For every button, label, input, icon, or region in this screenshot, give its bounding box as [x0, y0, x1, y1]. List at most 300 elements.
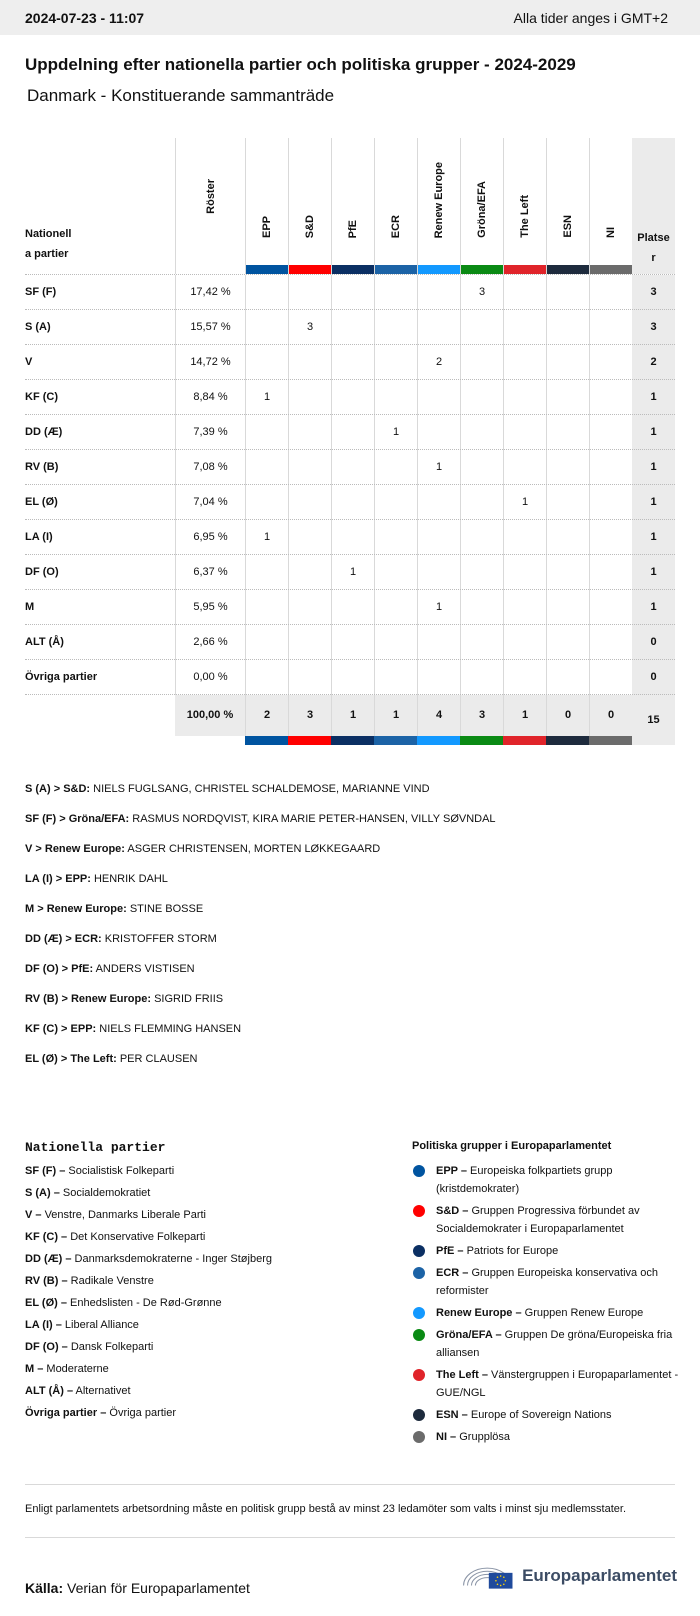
group-color-dot-icon — [413, 1369, 425, 1381]
member-group-label: RV (B) > Renew Europe: — [25, 993, 152, 1005]
party-name: Övriga partier — [25, 671, 98, 683]
party-abbr: M – — [25, 1363, 44, 1375]
national-party-item — [25, 1317, 375, 1339]
vote-share: 17,42 % — [175, 275, 245, 310]
table-row — [25, 519, 675, 554]
group-seat-cell — [374, 520, 417, 555]
group-color-dot-icon — [413, 1267, 425, 1279]
member-group-label: V > Renew Europe: — [25, 843, 125, 855]
group-seat-cell — [546, 380, 589, 415]
group-color-dot-icon — [413, 1409, 425, 1421]
total-votes: 100,00 % — [175, 695, 245, 736]
group-seat-cell — [245, 345, 288, 380]
group-seat-cell — [589, 275, 632, 310]
group-seat-cell — [460, 625, 503, 660]
group-seat-cell — [374, 485, 417, 520]
group-header-label: ESN — [562, 215, 574, 238]
rules-note: Enligt parlamentets arbetsordning måste en politisk grupp bestå av minst 23 ledamöter som valts i minst sju medlemsstater. — [25, 1503, 626, 1515]
group-seat-cell — [503, 590, 546, 625]
seat-count: 1 — [632, 450, 675, 485]
group-total: 0 — [589, 695, 632, 736]
group-seat-cell — [503, 275, 546, 310]
group-fullname: Grupplösa — [456, 1431, 510, 1443]
group-seat-cell — [288, 345, 331, 380]
party-header-line2: a partier — [25, 248, 69, 260]
national-party-item — [25, 1229, 375, 1251]
group-seat-cell — [503, 450, 546, 485]
group-seat-cell — [503, 380, 546, 415]
group-seat-cell — [503, 625, 546, 660]
group-color-bar — [417, 736, 460, 745]
group-seat-cell — [245, 415, 288, 450]
table-header — [25, 138, 675, 274]
group-color-bar — [547, 265, 589, 274]
timezone-note: Alla tider anges i GMT+2 — [513, 9, 668, 26]
group-seat-cell — [546, 520, 589, 555]
political-group-item — [412, 1428, 682, 1446]
group-abbr: NI – — [436, 1431, 457, 1443]
group-seat-cell: 1 — [245, 520, 288, 555]
group-header-label: Renew Europe — [433, 161, 445, 238]
group-fullname: Europe of Sovereign Nations — [467, 1409, 612, 1421]
group-header-label: PfE — [347, 219, 359, 238]
group-seat-cell — [460, 590, 503, 625]
group-seat-cell — [245, 590, 288, 625]
member-line — [25, 932, 496, 962]
party-abbr: SF (F) – — [25, 1165, 66, 1177]
source-text: Verian för Europaparlamentet — [63, 1580, 250, 1596]
vote-share: 6,95 % — [175, 520, 245, 555]
group-seat-cell — [417, 310, 460, 345]
group-seat-cell — [417, 415, 460, 450]
group-seat-cell — [503, 520, 546, 555]
party-fullname: Dansk Folkeparti — [67, 1341, 154, 1353]
member-group-label: DF (O) > PfE: — [25, 963, 94, 975]
group-seat-cell — [331, 450, 374, 485]
group-seat-cell: 1 — [417, 450, 460, 485]
national-party-item — [25, 1405, 375, 1427]
seats-header-line2: r — [651, 252, 656, 264]
table-row — [25, 659, 675, 694]
group-seat-cell — [417, 520, 460, 555]
group-color-dot-icon — [413, 1205, 425, 1217]
table-row — [25, 379, 675, 414]
group-seat-cell — [374, 310, 417, 345]
group-seat-cell — [546, 660, 589, 695]
group-color-bar — [288, 736, 331, 745]
group-seat-cell — [374, 275, 417, 310]
group-abbr: Gröna/EFA – — [436, 1329, 502, 1341]
group-column-header — [331, 138, 374, 274]
group-seat-cell — [288, 520, 331, 555]
group-column-header — [417, 138, 460, 274]
group-seat-cell: 1 — [417, 590, 460, 625]
party-abbr: DD (Æ) – — [25, 1253, 72, 1265]
group-header-label: ECR — [390, 214, 402, 238]
group-seat-cell — [460, 660, 503, 695]
group-seat-cell — [331, 485, 374, 520]
national-party-item — [25, 1273, 375, 1295]
group-total: 0 — [546, 695, 589, 736]
seat-count: 1 — [632, 555, 675, 590]
group-seat-cell: 3 — [288, 310, 331, 345]
group-seat-cell — [503, 660, 546, 695]
seat-count: 1 — [632, 380, 675, 415]
seat-count: 1 — [632, 415, 675, 450]
group-seat-cell — [331, 590, 374, 625]
member-names: SIGRID FRIIS — [151, 993, 224, 1005]
vote-share: 5,95 % — [175, 590, 245, 625]
group-color-dot-icon — [413, 1431, 425, 1443]
group-color-bar — [331, 736, 374, 745]
group-color-bar — [374, 736, 417, 745]
group-seat-cell — [589, 590, 632, 625]
party-name: KF (C) — [25, 391, 58, 403]
group-seat-cell — [288, 485, 331, 520]
group-seat-cell: 1 — [503, 485, 546, 520]
page-subtitle: Danmark - Konstituerande sammanträde — [27, 86, 335, 105]
group-color-bar — [332, 265, 374, 274]
top-bar — [0, 0, 700, 35]
group-seat-cell — [417, 555, 460, 590]
member-names: KRISTOFFER STORM — [101, 933, 217, 945]
group-seat-cell — [589, 485, 632, 520]
vote-share: 7,08 % — [175, 450, 245, 485]
group-seat-cell — [460, 310, 503, 345]
group-color-dot-icon — [413, 1245, 425, 1257]
national-party-item — [25, 1361, 375, 1383]
group-seat-cell — [374, 555, 417, 590]
group-seat-cell — [245, 275, 288, 310]
group-seat-cell — [331, 660, 374, 695]
table-body — [25, 274, 675, 694]
group-seat-cell — [417, 625, 460, 660]
group-abbr: Renew Europe – — [436, 1307, 522, 1319]
group-seat-cell — [374, 380, 417, 415]
party-fullname: Alternativet — [73, 1385, 131, 1397]
group-seat-cell — [460, 485, 503, 520]
party-fullname: Radikale Venstre — [67, 1275, 154, 1287]
parliament-hemicycle-icon — [462, 1558, 514, 1594]
group-seat-cell — [503, 345, 546, 380]
group-seat-cell — [589, 380, 632, 415]
group-fullname: Gruppen Progressiva förbundet av Socialdemokrater i Europaparlamentet — [436, 1205, 640, 1235]
results-table — [25, 138, 675, 744]
party-fullname: Det Konservative Folkeparti — [67, 1231, 206, 1243]
group-seat-cell — [288, 275, 331, 310]
group-total: 3 — [288, 695, 331, 736]
group-seat-cell — [331, 625, 374, 660]
party-abbr: V – — [25, 1209, 42, 1221]
seat-count: 3 — [632, 275, 675, 310]
divider — [25, 1484, 675, 1485]
group-seat-cell — [589, 520, 632, 555]
group-header-label: EPP — [261, 215, 273, 238]
group-seat-cell: 3 — [460, 275, 503, 310]
national-party-item — [25, 1185, 375, 1207]
party-fullname: Venstre, Danmarks Liberale Parti — [41, 1209, 206, 1221]
political-group-item — [412, 1326, 682, 1362]
member-line — [25, 1022, 496, 1052]
member-group-label: S (A) > S&D: — [25, 783, 91, 795]
party-name: SF (F) — [25, 286, 57, 298]
party-name: DD (Æ) — [25, 426, 63, 438]
party-abbr: Övriga partier – — [25, 1407, 107, 1419]
party-name: EL (Ø) — [25, 496, 58, 508]
party-name: LA (I) — [25, 531, 53, 543]
group-total: 4 — [417, 695, 460, 736]
member-line — [25, 1052, 496, 1082]
group-color-dot-icon — [413, 1329, 425, 1341]
table-row — [25, 414, 675, 449]
member-names: NIELS FUGLSANG, CHRISTEL SCHALDEMOSE, MARIANNE VIND — [90, 783, 430, 795]
political-group-item — [412, 1202, 682, 1238]
group-seat-cell — [589, 450, 632, 485]
group-seat-cell — [331, 345, 374, 380]
group-column-header — [460, 138, 503, 274]
group-seat-cell — [288, 555, 331, 590]
group-seat-cell — [589, 660, 632, 695]
group-column-header — [288, 138, 331, 274]
political-groups-title: Politiska grupper i Europaparlamentet — [412, 1140, 612, 1152]
group-seat-cell — [589, 555, 632, 590]
group-seat-cell — [374, 345, 417, 380]
political-group-item — [412, 1366, 682, 1402]
group-color-bar — [375, 265, 417, 274]
national-party-item — [25, 1383, 375, 1405]
divider — [25, 1537, 675, 1538]
group-seat-cell — [374, 660, 417, 695]
group-color-dot-icon — [413, 1307, 425, 1319]
political-group-item — [412, 1264, 682, 1300]
seat-count: 1 — [632, 485, 675, 520]
group-seat-cell — [460, 415, 503, 450]
table-row — [25, 449, 675, 484]
seat-count: 1 — [632, 590, 675, 625]
group-color-bar — [460, 736, 503, 745]
group-seat-cell: 1 — [331, 555, 374, 590]
vote-share: 6,37 % — [175, 555, 245, 590]
party-header-line1: Nationell — [25, 228, 72, 240]
national-party-item — [25, 1295, 375, 1317]
group-seat-cell: 1 — [245, 380, 288, 415]
group-seat-cell — [331, 380, 374, 415]
group-seat-cell — [417, 275, 460, 310]
group-seat-cell — [288, 590, 331, 625]
group-abbr: EPP – — [436, 1165, 467, 1177]
group-color-bar — [503, 736, 546, 745]
group-abbr: ESN – — [436, 1409, 468, 1421]
table-row — [25, 309, 675, 344]
vote-share: 7,39 % — [175, 415, 245, 450]
group-seat-cell — [288, 415, 331, 450]
group-seat-cell — [245, 660, 288, 695]
national-party-item — [25, 1163, 375, 1185]
vote-share: 2,66 % — [175, 625, 245, 660]
group-seat-cell — [460, 520, 503, 555]
group-seat-cell — [245, 555, 288, 590]
member-line — [25, 902, 496, 932]
political-group-item — [412, 1242, 682, 1260]
group-seat-cell — [546, 625, 589, 660]
group-seat-cell — [503, 310, 546, 345]
vote-share: 0,00 % — [175, 660, 245, 695]
member-names: RASMUS NORDQVIST, KIRA MARIE PETER-HANSEN, VILLY SØVNDAL — [129, 813, 496, 825]
party-fullname: Enhedslisten - De Rød-Grønne — [66, 1297, 222, 1309]
member-group-label: SF (F) > Gröna/EFA: — [25, 813, 130, 825]
group-seat-cell — [374, 625, 417, 660]
group-seat-cell — [331, 310, 374, 345]
party-abbr: KF (C) – — [25, 1231, 68, 1243]
logo-text: Europaparlamentet — [522, 1566, 677, 1585]
group-abbr: The Left – — [436, 1369, 488, 1381]
member-names: STINE BOSSE — [126, 903, 204, 915]
party-abbr: ALT (Å) – — [25, 1385, 74, 1397]
group-color-bar — [590, 265, 632, 274]
source — [25, 1580, 250, 1596]
seat-count: 0 — [632, 625, 675, 660]
group-seat-cell — [546, 345, 589, 380]
member-names: HENRIK DAHL — [90, 873, 168, 885]
political-group-item — [412, 1304, 682, 1322]
group-seat-cell — [331, 520, 374, 555]
timestamp: 2024-07-23 - 11:07 — [25, 9, 145, 26]
group-seat-cell — [417, 380, 460, 415]
table-row — [25, 344, 675, 379]
group-seat-cell — [331, 275, 374, 310]
group-fullname: Patriots for Europe — [463, 1245, 559, 1257]
group-column-header — [374, 138, 417, 274]
member-group-label: KF (C) > EPP: — [25, 1023, 97, 1035]
vote-share: 15,57 % — [175, 310, 245, 345]
group-seat-cell — [374, 590, 417, 625]
member-line — [25, 962, 496, 992]
group-seat-cell — [546, 275, 589, 310]
member-names: ANDERS VISTISEN — [93, 963, 195, 975]
votes-header-label: Röster — [204, 179, 217, 214]
group-seat-cell — [331, 415, 374, 450]
party-name: S (A) — [25, 321, 51, 333]
votes-column-header — [175, 138, 245, 274]
page-title: Uppdelning efter nationella partier och politiska grupper - 2024-2029 — [25, 55, 576, 74]
table-row — [25, 274, 675, 309]
member-group-label: EL (Ø) > The Left: — [25, 1053, 117, 1065]
group-seat-cell — [589, 415, 632, 450]
party-abbr: RV (B) – — [25, 1275, 68, 1287]
member-names: ASGER CHRISTENSEN, MORTEN LØKKEGAARD — [124, 843, 381, 855]
totals-row — [25, 694, 675, 744]
group-color-bar — [246, 265, 288, 274]
group-color-bar — [546, 736, 589, 745]
group-column-header — [589, 138, 632, 274]
source-label: Källa: — [25, 1580, 64, 1596]
group-color-bar — [245, 736, 288, 745]
group-seat-cell — [245, 485, 288, 520]
ep-logo — [462, 1556, 677, 1596]
party-name: DF (O) — [25, 566, 59, 578]
group-seat-cell — [503, 415, 546, 450]
group-seat-cell — [460, 555, 503, 590]
group-header-label: NI — [605, 227, 617, 238]
party-name: V — [25, 356, 33, 368]
group-header-label: The Left — [519, 195, 531, 238]
group-seat-cell — [546, 415, 589, 450]
member-group-label: DD (Æ) > ECR: — [25, 933, 102, 945]
group-seat-cell — [288, 625, 331, 660]
table-row — [25, 484, 675, 519]
seat-count: 0 — [632, 660, 675, 695]
member-line — [25, 872, 496, 902]
party-abbr: EL (Ø) – — [25, 1297, 67, 1309]
party-fullname: Moderaterne — [43, 1363, 109, 1375]
national-party-item — [25, 1207, 375, 1229]
seats-column-header — [632, 138, 675, 274]
group-seat-cell — [288, 380, 331, 415]
group-seat-cell — [245, 625, 288, 660]
group-fullname: Vänstergruppen i Europaparlamentet - GUE/NGL — [436, 1369, 679, 1399]
group-seat-cell — [589, 625, 632, 660]
member-group-label: M > Renew Europe: — [25, 903, 127, 915]
member-list — [25, 782, 496, 1082]
seat-count: 1 — [632, 520, 675, 555]
member-group-label: LA (I) > EPP: — [25, 873, 91, 885]
political-group-item — [412, 1162, 682, 1198]
party-fullname: Liberal Alliance — [61, 1319, 139, 1331]
group-seat-cell — [288, 660, 331, 695]
member-names: NIELS FLEMMING HANSEN — [96, 1023, 242, 1035]
group-header-label: Gröna/EFA — [476, 181, 488, 238]
group-seat-cell — [546, 450, 589, 485]
party-abbr: S (A) – — [25, 1187, 60, 1199]
group-seat-cell — [460, 450, 503, 485]
group-seat-cell — [460, 345, 503, 380]
political-groups-legend — [412, 1140, 682, 1450]
vote-share: 14,72 % — [175, 345, 245, 380]
group-total: 1 — [503, 695, 546, 736]
party-name: RV (B) — [25, 461, 59, 473]
group-seat-cell — [460, 380, 503, 415]
member-line — [25, 812, 496, 842]
table-row — [25, 624, 675, 659]
group-total: 3 — [460, 695, 503, 736]
group-seat-cell — [589, 310, 632, 345]
group-total: 1 — [331, 695, 374, 736]
national-party-item — [25, 1339, 375, 1361]
group-abbr: ECR – — [436, 1267, 469, 1279]
group-column-header — [546, 138, 589, 274]
group-seat-cell — [503, 555, 546, 590]
seat-count: 2 — [632, 345, 675, 380]
group-seat-cell — [546, 310, 589, 345]
vote-share: 7,04 % — [175, 485, 245, 520]
party-name: M — [25, 601, 35, 613]
group-total: 2 — [245, 695, 288, 736]
group-seat-cell — [546, 590, 589, 625]
group-abbr: PfE – — [436, 1245, 464, 1257]
group-column-header — [245, 138, 288, 274]
group-color-bar — [418, 265, 460, 274]
member-names: PER CLAUSEN — [116, 1053, 198, 1065]
table-row — [25, 554, 675, 589]
group-fullname: Gruppen De gröna/Europeiska fria alliansen — [436, 1329, 673, 1359]
group-seat-cell — [374, 450, 417, 485]
group-color-bar — [461, 265, 503, 274]
group-seat-cell — [245, 310, 288, 345]
group-seat-cell — [546, 485, 589, 520]
group-fullname: Gruppen Renew Europe — [521, 1307, 644, 1319]
party-fullname: Övriga partier — [106, 1407, 177, 1419]
group-abbr: S&D – — [436, 1205, 469, 1217]
